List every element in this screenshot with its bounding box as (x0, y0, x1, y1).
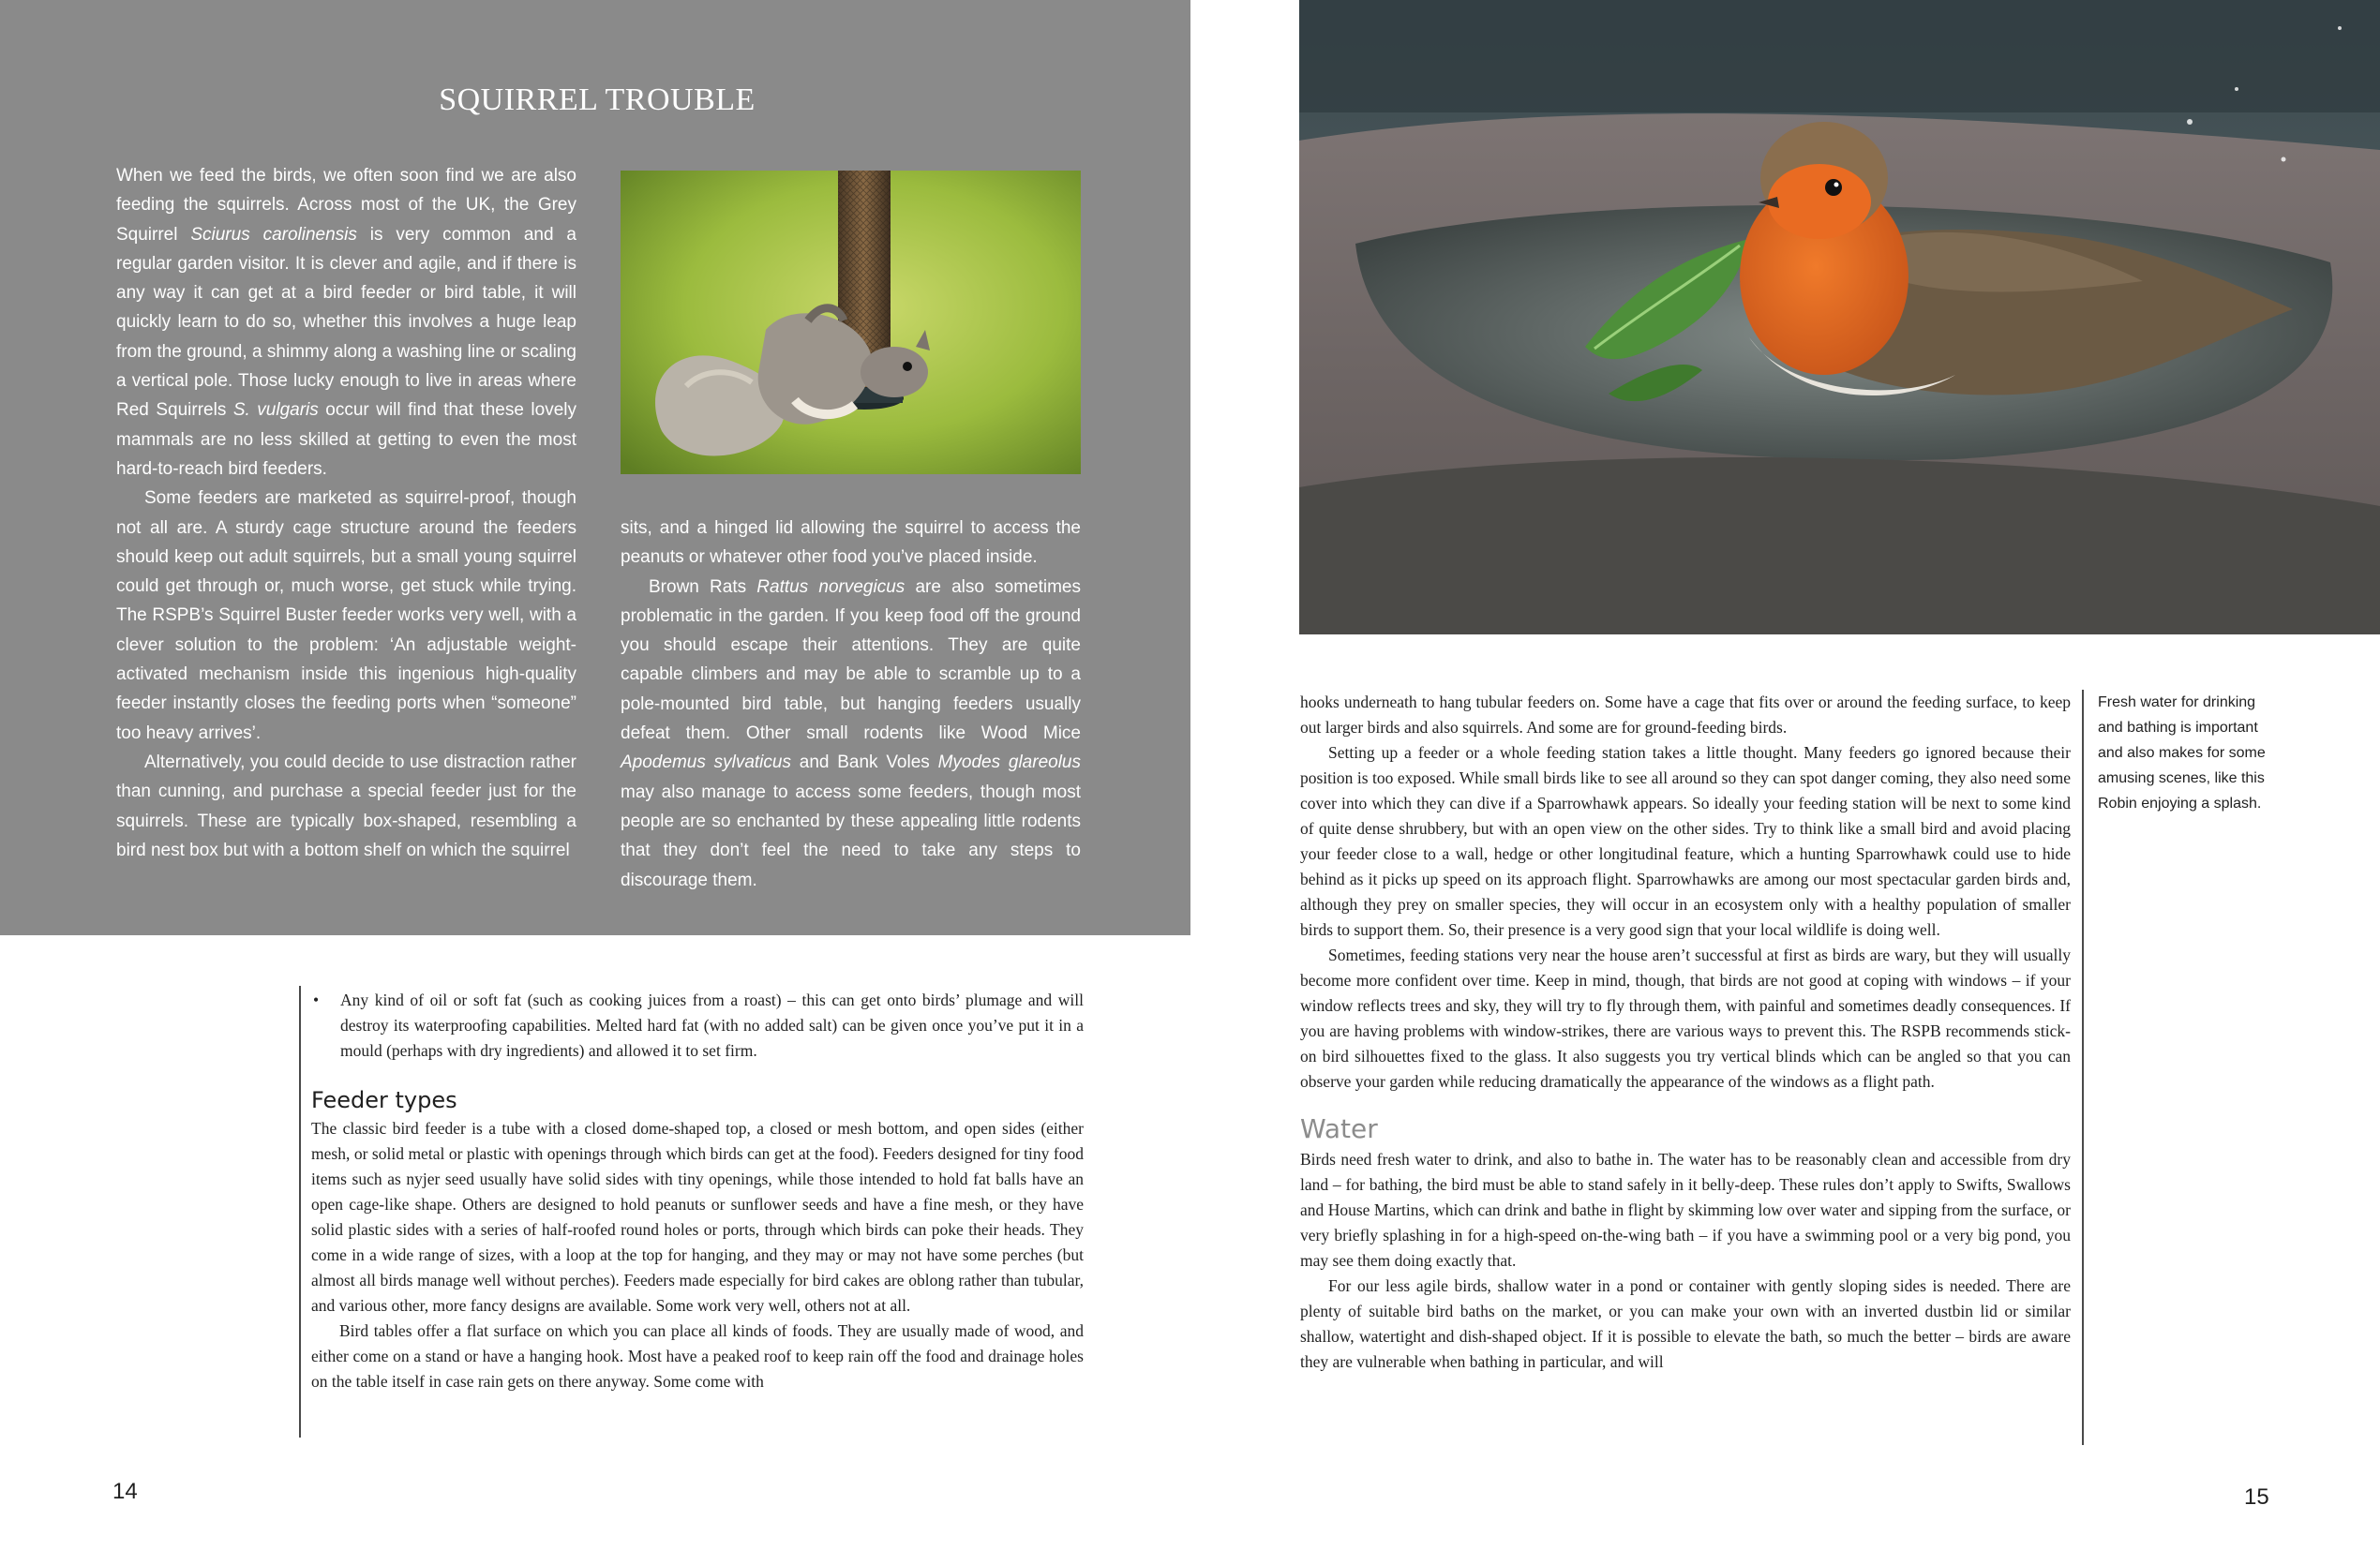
page-number-right: 15 (2244, 1484, 2269, 1510)
left-column-rule (299, 986, 301, 1438)
box-paragraph-4: sits, and a hinged lid allowing the squirrel to access the peanuts or whatever other food you’ve placed inside. (621, 518, 1081, 568)
box-title: SQUIRREL TROUBLE (439, 82, 756, 117)
box-paragraph-1: When we feed the birds, we often soon find we are also feeding the squirrels. Across most of the UK, the Grey Squirrel Sciurus carolinensis is very common and a regular garden visitor. It is clever and agile, and if there is any way it can get at a bird feeder or bird table, it will quickly learn to do so, whether this involves a huge leap from the ground, a shimmy along a washing line or scaling a vertical pole. Those lucky enough to live in areas where Red Squirrels S. vulgaris occur will find that these lovely mammals are no less skilled at getting to even the most hard-to-reach bird feeders. (116, 166, 576, 479)
squirrel-feeder-photo (621, 171, 1081, 474)
right-page-body (1300, 690, 2071, 1375)
box-column-2 (621, 514, 1081, 895)
paragraph: Birds need fresh water to drink, and also to bathe in. The water has to be reasonably clean and accessible from dry land – for bathing, the bird must be able to stand safely in it belly-deep. These rules don’t apply to Swifts, Swallows and House Martins, which can drink and bathe in flight by skimming low over water and sipping from the surface, or very briefly splashing in for a high-speed on-the-wing bath – if you have a swimming pool or a very big pond, you may see them doing exactly that. (1300, 1150, 2071, 1270)
feeder-types-heading: Feeder types (311, 1087, 457, 1113)
robin-bathing-photo (1299, 0, 2380, 634)
paragraph: Setting up a feeder or a whole feeding station takes a little thought. Many feeders go ignored because their position is too exposed. While small birds like to see all around so they can spot danger coming, they also need some cover into which they can dive if a Sparrowhawk appears. So ideally your feeding station will be next to some kind of quite dense shrubbery, but with an open view on the other sides. Try to think like a small bird and avoid placing your feeder close to a wall, hedge or other longitudinal feature, which a hunting Sparrowhawk could use to hide behind as it picks up speed on its approach flight. Sparrowhawks are among our most spectacular garden birds and, although they prey on smaller species, they will occur in an ecosystem only with a healthy population of smaller birds to support them. So, their presence is a very good sign that your local wildlife is doing well. (1300, 743, 2071, 939)
left-page-body (311, 988, 1084, 1394)
box-paragraph-5: Brown Rats Rattus norvegicus are also sometimes problematic in the garden. If you keep food off the ground you should escape their attentions. They are quite capable climbers and may be able to scramble up to a pole-mounted bird table, but hanging feeders usually defeat them. Other small rodents like Wood Mice Apodemus sylvaticus and Bank Voles Myodes glareolus may also manage to access some feeders, though most people are so enchanted by these appealing little rodents that they don’t feel the need to take any steps to discourage them. (621, 576, 1081, 890)
paragraph: Sometimes, feeding stations very near the house aren’t successful at first as birds are wary, but they will usually become more confident over time. Keep in mind, though, that birds are not good at coping with windows – if your window reflects trees and sky, they will try to fly through them, with painful and sometimes deadly consequences. If you are having problems with window-strikes, there are various ways to prevent this. The RSPB recommends stick-on bird silhouettes fixed to the glass. It also suggests you try vertical blinds which can be angled so that you can observe your garden while reducing dramatically the appearance of the windows as a flight path. (1300, 946, 2071, 1091)
bullet-marker: • (313, 991, 320, 1009)
paragraph: The classic bird feeder is a tube with a closed dome-shaped top, a closed or mesh bottom, and open sides (either mesh, or solid metal or plastic with openings through which birds can get at the food). Feeders designed for tiny food items such as nyjer seed usually have solid sides with tiny openings, while those intended to hold fat balls have an open cage-like shape. Others are designed to hold peanuts or sunflower seeds and have a fine mesh, or they have solid plastic sides with a series of half-roofed round holes or ports, through which birds can poke their heads. They come in a wide range of sizes, with a loop at the top for hanging, and they may or may not have some perches (but almost all birds manage well without perches). Feeders made especially for bird cakes are oblong rather than tubular, and various other, more fancy designs are available. Some work very well, others not at all. (311, 1119, 1084, 1315)
water-heading: Water (1300, 1113, 1378, 1144)
box-paragraph-3: Alternatively, you could decide to use distraction rather than cunning, and purchase a special feeder just for the squirrels. These are typically box-shaped, resembling a bird nest box but with a bottom shelf on which the squirrel (116, 752, 576, 860)
list-item: • Any kind of oil or soft fat (such as cooking juices from a roast) – this can get onto birds’ plumage and will destroy its waterproofing capabilities. Melted hard fat (with no added salt) can be given once you’ve put it in a mould (perhaps with dry ingredients) and allowed it to set firm. (311, 988, 1084, 1064)
page-number-left: 14 (112, 1479, 138, 1504)
box-paragraph-2: Some feeders are marketed as squirrel-proof, though not all are. A sturdy cage structure around the feeders should keep out adult squirrels, but a small young squirrel could get through or, much worse, get stuck while trying. The RSPB’s Squirrel Buster feeder works very well, with a clever solution to the problem: ‘An adjustable weight-activated mechanism inside this ingenious high-quality feeder instantly closes the feeding ports when “someone” too heavy arrives’. (116, 488, 576, 743)
paragraph: hooks underneath to hang tubular feeders on. Some have a cage that fits over or around the feeding surface, to keep out larger birds and also squirrels. And some are for ground-feeding birds. (1300, 693, 2071, 737)
paragraph: Bird tables offer a flat surface on which you can place all kinds of foods. They are usually made of wood, and either come on a stand or have a hanging hook. Most have a peaked roof to keep rain off the food and drainage holes on the table itself in case rain gets on there anyway. Some come with (311, 1321, 1084, 1391)
caption-rule (2082, 690, 2084, 1445)
box-column-1 (116, 161, 576, 865)
photo-caption: Fresh water for drinking and bathing is important and also makes for some amusing scenes, like this Robin enjoying a splash. (2098, 694, 2266, 812)
paragraph: For our less agile birds, shallow water in a pond or container with gently sloping sides is needed. There are plenty of suitable bird baths on the market, or you can make your own with an inverted dustbin lid or similar shallow, watertight and dish-shaped object. If it is possible to elevate the bath, so much the better – birds are aware they are vulnerable when bathing in particular, and will (1300, 1276, 2071, 1371)
